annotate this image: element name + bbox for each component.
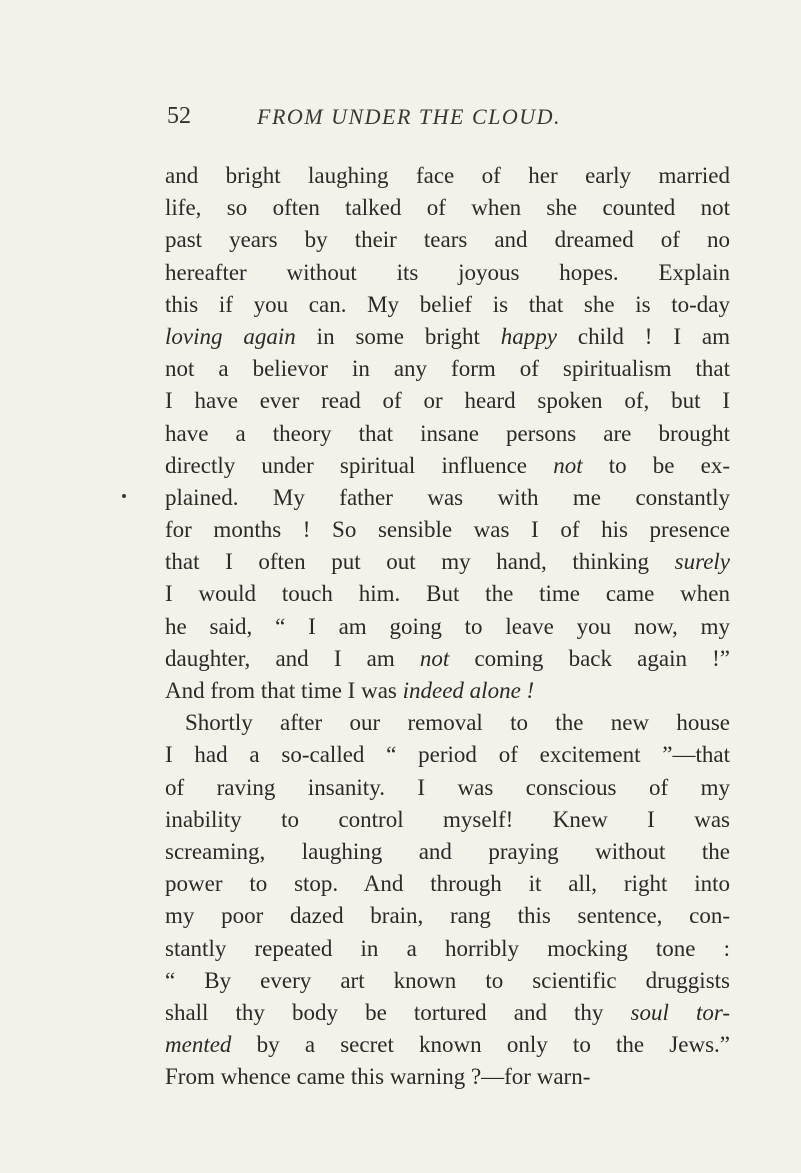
text-line: [165, 546, 730, 578]
text-run: child ! I am: [556, 323, 730, 349]
text-run: life, so often talked of when she counted not: [165, 195, 730, 221]
italic-text: mented: [165, 1032, 232, 1058]
text-run: I had a so-called “ period of excitement ”—that: [165, 742, 730, 768]
text-run: hereafter without its joyous hopes. Explain: [165, 259, 730, 285]
text-run: shall thy body be tortured and thy: [165, 999, 631, 1025]
text-run: this if you can. My belief is that she is to-day: [165, 291, 730, 317]
text-line: [165, 418, 730, 450]
text-run: to be ex-: [582, 452, 731, 478]
text-run: inability to control myself! Knew I was: [165, 806, 730, 832]
text-run: he said, “ I am going to leave you now, my: [165, 613, 730, 639]
text-line: [165, 321, 730, 353]
text-line: [165, 739, 730, 771]
italic-text: happy: [500, 323, 557, 349]
text-line: [165, 933, 730, 965]
page-number: 52: [167, 103, 191, 129]
text-run: stantly repeated in a horribly mocking tone :: [165, 935, 730, 961]
text-run: directly under spiritual influence: [165, 452, 554, 478]
text-line: [165, 643, 730, 675]
text-line: [165, 965, 730, 997]
text-run: power to stop. And through it all, right into: [165, 871, 730, 897]
page-header: [167, 103, 727, 143]
text-line: [165, 707, 730, 739]
text-run: screaming, laughing and praying without the: [165, 838, 730, 864]
text-run: have a theory that insane persons are brought: [165, 420, 730, 446]
body-text: [165, 160, 730, 1093]
text-line: [165, 578, 730, 610]
paragraph: [165, 707, 730, 1093]
text-run: that I often put out my hand, thinking: [165, 549, 675, 575]
text-line: [165, 353, 730, 385]
text-run: Shortly after our removal to the new house: [185, 710, 730, 736]
text-run: past years by their tears and dreamed of no: [165, 227, 730, 253]
text-line: [165, 192, 730, 224]
text-run: by a secret known only to the Jews.”: [231, 1032, 730, 1058]
text-run: not a believor in any form of spiritualism that: [165, 356, 730, 382]
text-run: coming back again !”: [449, 645, 730, 671]
text-line: [165, 160, 730, 192]
text-run: of raving insanity. I was conscious of my: [165, 774, 730, 800]
text-line: [165, 804, 730, 836]
text-line: [165, 482, 730, 514]
text-line: [165, 836, 730, 868]
text-line: [165, 868, 730, 900]
text-line: [165, 675, 730, 707]
text-line: [165, 900, 730, 932]
text-line: [165, 1061, 730, 1093]
running-head: FROM UNDER THE CLOUD.: [257, 104, 562, 129]
text-run: plained. My father was with me constantly: [165, 484, 730, 510]
text-run: From whence came this warning ?—for warn-: [165, 1064, 591, 1090]
margin-mark: [122, 494, 126, 498]
text-run: my poor dazed brain, rang this sentence, con-: [165, 903, 730, 929]
text-run: daughter, and I am: [165, 645, 420, 671]
text-run: “ By every art known to scientific druggists: [165, 967, 730, 993]
text-run: I have ever read of or heard spoken of, but I: [165, 388, 730, 414]
text-run: for months ! So sensible was I of his presence: [165, 517, 730, 543]
italic-text: indeed alone !: [402, 678, 535, 703]
text-line: [165, 257, 730, 289]
text-line: [165, 289, 730, 321]
text-line: [165, 385, 730, 417]
text-line: [165, 611, 730, 643]
italic-text: soul tor-: [630, 999, 730, 1025]
text-run: I would touch him. But the time came when: [165, 581, 730, 607]
italic-text: not: [553, 452, 583, 478]
text-run: in some bright: [295, 323, 501, 349]
text-line: [165, 450, 730, 482]
text-line: [165, 772, 730, 804]
text-line: [165, 997, 730, 1029]
text-run: And from that time I was: [165, 678, 403, 703]
text-line: [165, 1029, 730, 1061]
italic-text: surely: [674, 549, 730, 575]
text-line: [165, 224, 730, 256]
text-line: [165, 514, 730, 546]
italic-text: loving again: [165, 323, 296, 349]
text-run: and bright laughing face of her early married: [165, 163, 730, 188]
italic-text: not: [419, 645, 450, 671]
paragraph: [165, 160, 730, 707]
